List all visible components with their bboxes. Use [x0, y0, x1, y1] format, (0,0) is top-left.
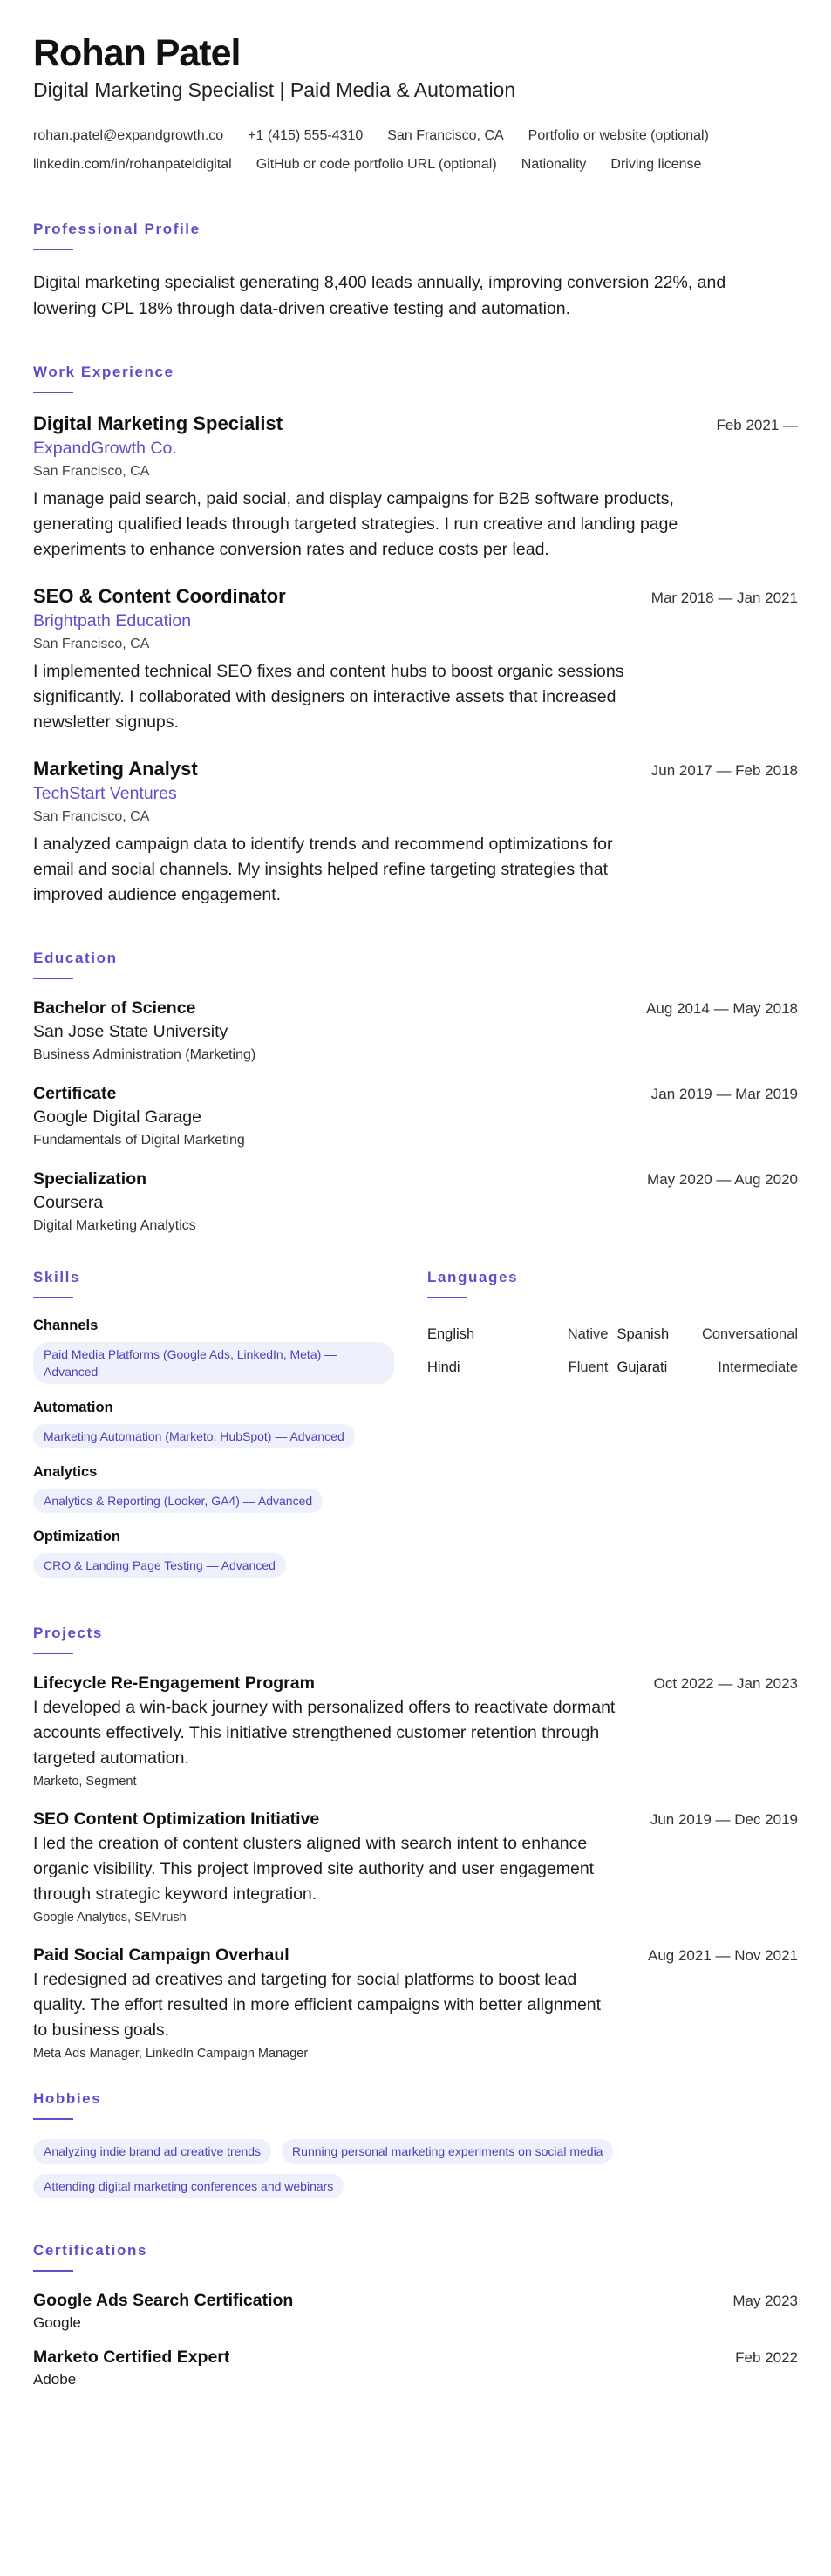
- profile-section: [33, 221, 798, 322]
- section-divider: [33, 392, 73, 393]
- certification-issuer: Adobe: [33, 2371, 77, 2388]
- section-divider: [33, 249, 73, 250]
- project-dates: Aug 2021 — Nov 2021: [647, 1947, 798, 1964]
- degree-title: Certificate: [33, 1084, 117, 1103]
- skill-group: [33, 1318, 394, 1384]
- project-tools: Meta Ads Manager, LinkedIn Campaign Manager: [33, 2047, 309, 2061]
- experience-section: [33, 364, 798, 908]
- job-description: I analyzed campaign data to identify trends and recommend optimizations for email and social channels. My insights helped refine targeting strategies that improved audience engagement.: [33, 835, 613, 904]
- section-title: Skills: [33, 1269, 81, 1285]
- contact-github[interactable]: GitHub or code portfolio URL (optional): [255, 157, 497, 172]
- skill-chip: CRO & Landing Page Testing — Advanced: [33, 1553, 286, 1578]
- contact-nationality: Nationality: [521, 157, 587, 172]
- education-entry: [33, 998, 798, 1063]
- language-level: Intermediate: [718, 1360, 798, 1375]
- skill-category: Analytics: [33, 1464, 98, 1480]
- certification-name: Marketo Certified Expert: [33, 2348, 230, 2367]
- project-entry: [33, 1946, 798, 2061]
- skill-category: Optimization: [33, 1529, 120, 1544]
- contact-portfolio[interactable]: Portfolio or website (optional): [528, 128, 709, 143]
- certification-date: May 2023: [732, 2293, 798, 2309]
- project-description: I redesigned ad creatives and targeting for social platforms to boost lead quality. The effort resulted in more efficient campaigns with better alignment to business goals.: [33, 1970, 602, 2040]
- company-name: TechStart Ventures: [33, 784, 177, 803]
- contact-list: [33, 121, 798, 179]
- school-name: San Jose State University: [33, 1022, 228, 1041]
- language-level: Conversational: [701, 1326, 798, 1342]
- project-title: Lifecycle Re-Engagement Program: [33, 1673, 315, 1693]
- project-title: SEO Content Optimization Initiative: [33, 1809, 320, 1829]
- experience-entry: [33, 758, 798, 908]
- project-dates: Oct 2022 — Jan 2023: [653, 1675, 798, 1692]
- company-name: ExpandGrowth Co.: [33, 439, 177, 458]
- section-title: Projects: [33, 1625, 103, 1641]
- skill-category: Automation: [33, 1400, 113, 1415]
- language-level: Native: [567, 1326, 609, 1342]
- project-tools: Marketo, Segment: [33, 1775, 137, 1789]
- degree-title: Bachelor of Science: [33, 998, 196, 1018]
- language-list: [427, 1318, 798, 1384]
- section-title: Certifications: [33, 2242, 148, 2259]
- project-description: I led the creation of content clusters aligned with search intent to enhance organic visibility. This project improved site authority and user engagement through strategic keyword integration.: [33, 1834, 595, 1904]
- hobbies-section: [33, 2090, 798, 2209]
- study-field: Digital Marketing Analytics: [33, 1218, 196, 1233]
- job-title: SEO & Content Coordinator: [33, 585, 286, 607]
- skill-chip: Analytics & Reporting (Looker, GA4) — Advanced: [33, 1489, 323, 1513]
- language-item: [427, 1318, 609, 1351]
- certification-date: Feb 2022: [735, 2349, 798, 2366]
- education-entry: [33, 1169, 798, 1234]
- project-description: I developed a win-back journey with personalized offers to reactivate dormant accounts effectively. This initiative strengthened customer retention through targeted automation.: [33, 1698, 616, 1768]
- job-title: Marketing Analyst: [33, 758, 198, 780]
- skill-group: [33, 1464, 394, 1513]
- education-dates: Aug 2014 — May 2018: [646, 1000, 798, 1017]
- language-name: Spanish: [616, 1326, 670, 1342]
- contact-location: San Francisco, CA: [387, 128, 504, 143]
- contact-linkedin[interactable]: linkedin.com/in/rohanpateldigital: [33, 157, 232, 172]
- project-entry: [33, 1809, 798, 1925]
- skill-group: [33, 1400, 394, 1448]
- job-title: Digital Marketing Specialist: [33, 412, 283, 434]
- candidate-tagline: Digital Marketing Specialist | Paid Media & Automation: [33, 78, 516, 101]
- school-name: Coursera: [33, 1193, 104, 1212]
- language-name: Gujarati: [616, 1360, 668, 1375]
- skills-column: [33, 1269, 394, 1593]
- degree-title: Specialization: [33, 1169, 147, 1189]
- job-location: San Francisco, CA: [33, 809, 150, 824]
- skills-languages-section: [33, 1269, 798, 1593]
- education-entry: [33, 1084, 798, 1148]
- company-name: Brightpath Education: [33, 611, 192, 630]
- skill-group: [33, 1529, 394, 1578]
- job-location: San Francisco, CA: [33, 464, 150, 479]
- language-item: [427, 1351, 609, 1384]
- certification-issuer: Google: [33, 2314, 81, 2331]
- project-tools: Google Analytics, SEMrush: [33, 1911, 187, 1925]
- hobby-chip: Attending digital marketing conferences and webinars: [33, 2174, 344, 2198]
- language-name: Hindi: [427, 1360, 460, 1375]
- study-field: Business Administration (Marketing): [33, 1047, 256, 1062]
- language-name: English: [427, 1326, 475, 1342]
- section-title: Work Experience: [33, 364, 174, 380]
- hobby-list: [33, 2139, 748, 2209]
- education-dates: May 2020 — Aug 2020: [647, 1171, 798, 1188]
- skill-category: Channels: [33, 1318, 99, 1333]
- contact-driving-license: Driving license: [610, 157, 702, 172]
- language-level: Fluent: [568, 1360, 609, 1375]
- languages-column: [427, 1269, 798, 1593]
- candidate-name: Rohan Patel: [33, 32, 241, 74]
- section-divider: [33, 1297, 73, 1298]
- job-location: San Francisco, CA: [33, 637, 150, 651]
- section-divider: [427, 1297, 467, 1298]
- profile-summary: Digital marketing specialist generating 8,400 leads annually, improving conversion 22%, and lowering CPL 18% through data-driven creative testing and automation.: [33, 273, 726, 318]
- certification-entry: [33, 2348, 798, 2389]
- project-dates: Jun 2019 — Dec 2019: [650, 1811, 798, 1828]
- job-dates: Jun 2017 — Feb 2018: [650, 762, 798, 779]
- section-divider: [33, 2270, 73, 2272]
- section-title: Professional Profile: [33, 221, 201, 237]
- section-divider: [33, 978, 73, 979]
- projects-section: [33, 1625, 798, 2061]
- experience-entry: [33, 585, 798, 735]
- project-entry: [33, 1673, 798, 1789]
- contact-phone[interactable]: +1 (415) 555-4310: [248, 128, 364, 143]
- study-field: Fundamentals of Digital Marketing: [33, 1133, 245, 1148]
- skill-chip: Paid Media Platforms (Google Ads, LinkedIn, Meta) — Advanced: [33, 1342, 394, 1384]
- contact-email[interactable]: rohan.patel@expandgrowth.co: [33, 128, 224, 143]
- language-item: [617, 1351, 799, 1384]
- certification-name: Google Ads Search Certification: [33, 2291, 294, 2310]
- section-divider: [33, 2118, 73, 2120]
- education-section: [33, 950, 798, 1234]
- section-title: Languages: [427, 1269, 519, 1285]
- section-divider: [33, 1653, 73, 1654]
- school-name: Google Digital Garage: [33, 1107, 201, 1127]
- job-dates: Feb 2021 —: [716, 417, 798, 433]
- certifications-section: [33, 2242, 798, 2389]
- experience-entry: [33, 412, 798, 562]
- hobby-chip: Analyzing indie brand ad creative trends: [33, 2139, 271, 2164]
- job-dates: Mar 2018 — Jan 2021: [650, 589, 798, 606]
- section-title: Hobbies: [33, 2090, 102, 2107]
- section-title: Education: [33, 950, 118, 966]
- skill-chip: Marketing Automation (Marketo, HubSpot) — Advanced: [33, 1424, 355, 1448]
- project-title: Paid Social Campaign Overhaul: [33, 1946, 289, 1965]
- job-description: I manage paid search, paid social, and display campaigns for B2B software products, generating qualified leads through targeted strategies. I run creative and landing page experiments to enhance conversion rates and reduce costs per lead.: [33, 489, 678, 559]
- hobby-chip: Running personal marketing experiments on social media: [282, 2139, 613, 2164]
- language-item: [617, 1318, 799, 1351]
- education-dates: Jan 2019 — Mar 2019: [650, 1086, 798, 1102]
- resume-header: [33, 31, 798, 179]
- job-description: I implemented technical SEO fixes and content hubs to boost organic sessions significantly. I collaborated with designers on interactive assets that increased newsletter signups.: [33, 662, 624, 732]
- certification-entry: [33, 2291, 798, 2332]
